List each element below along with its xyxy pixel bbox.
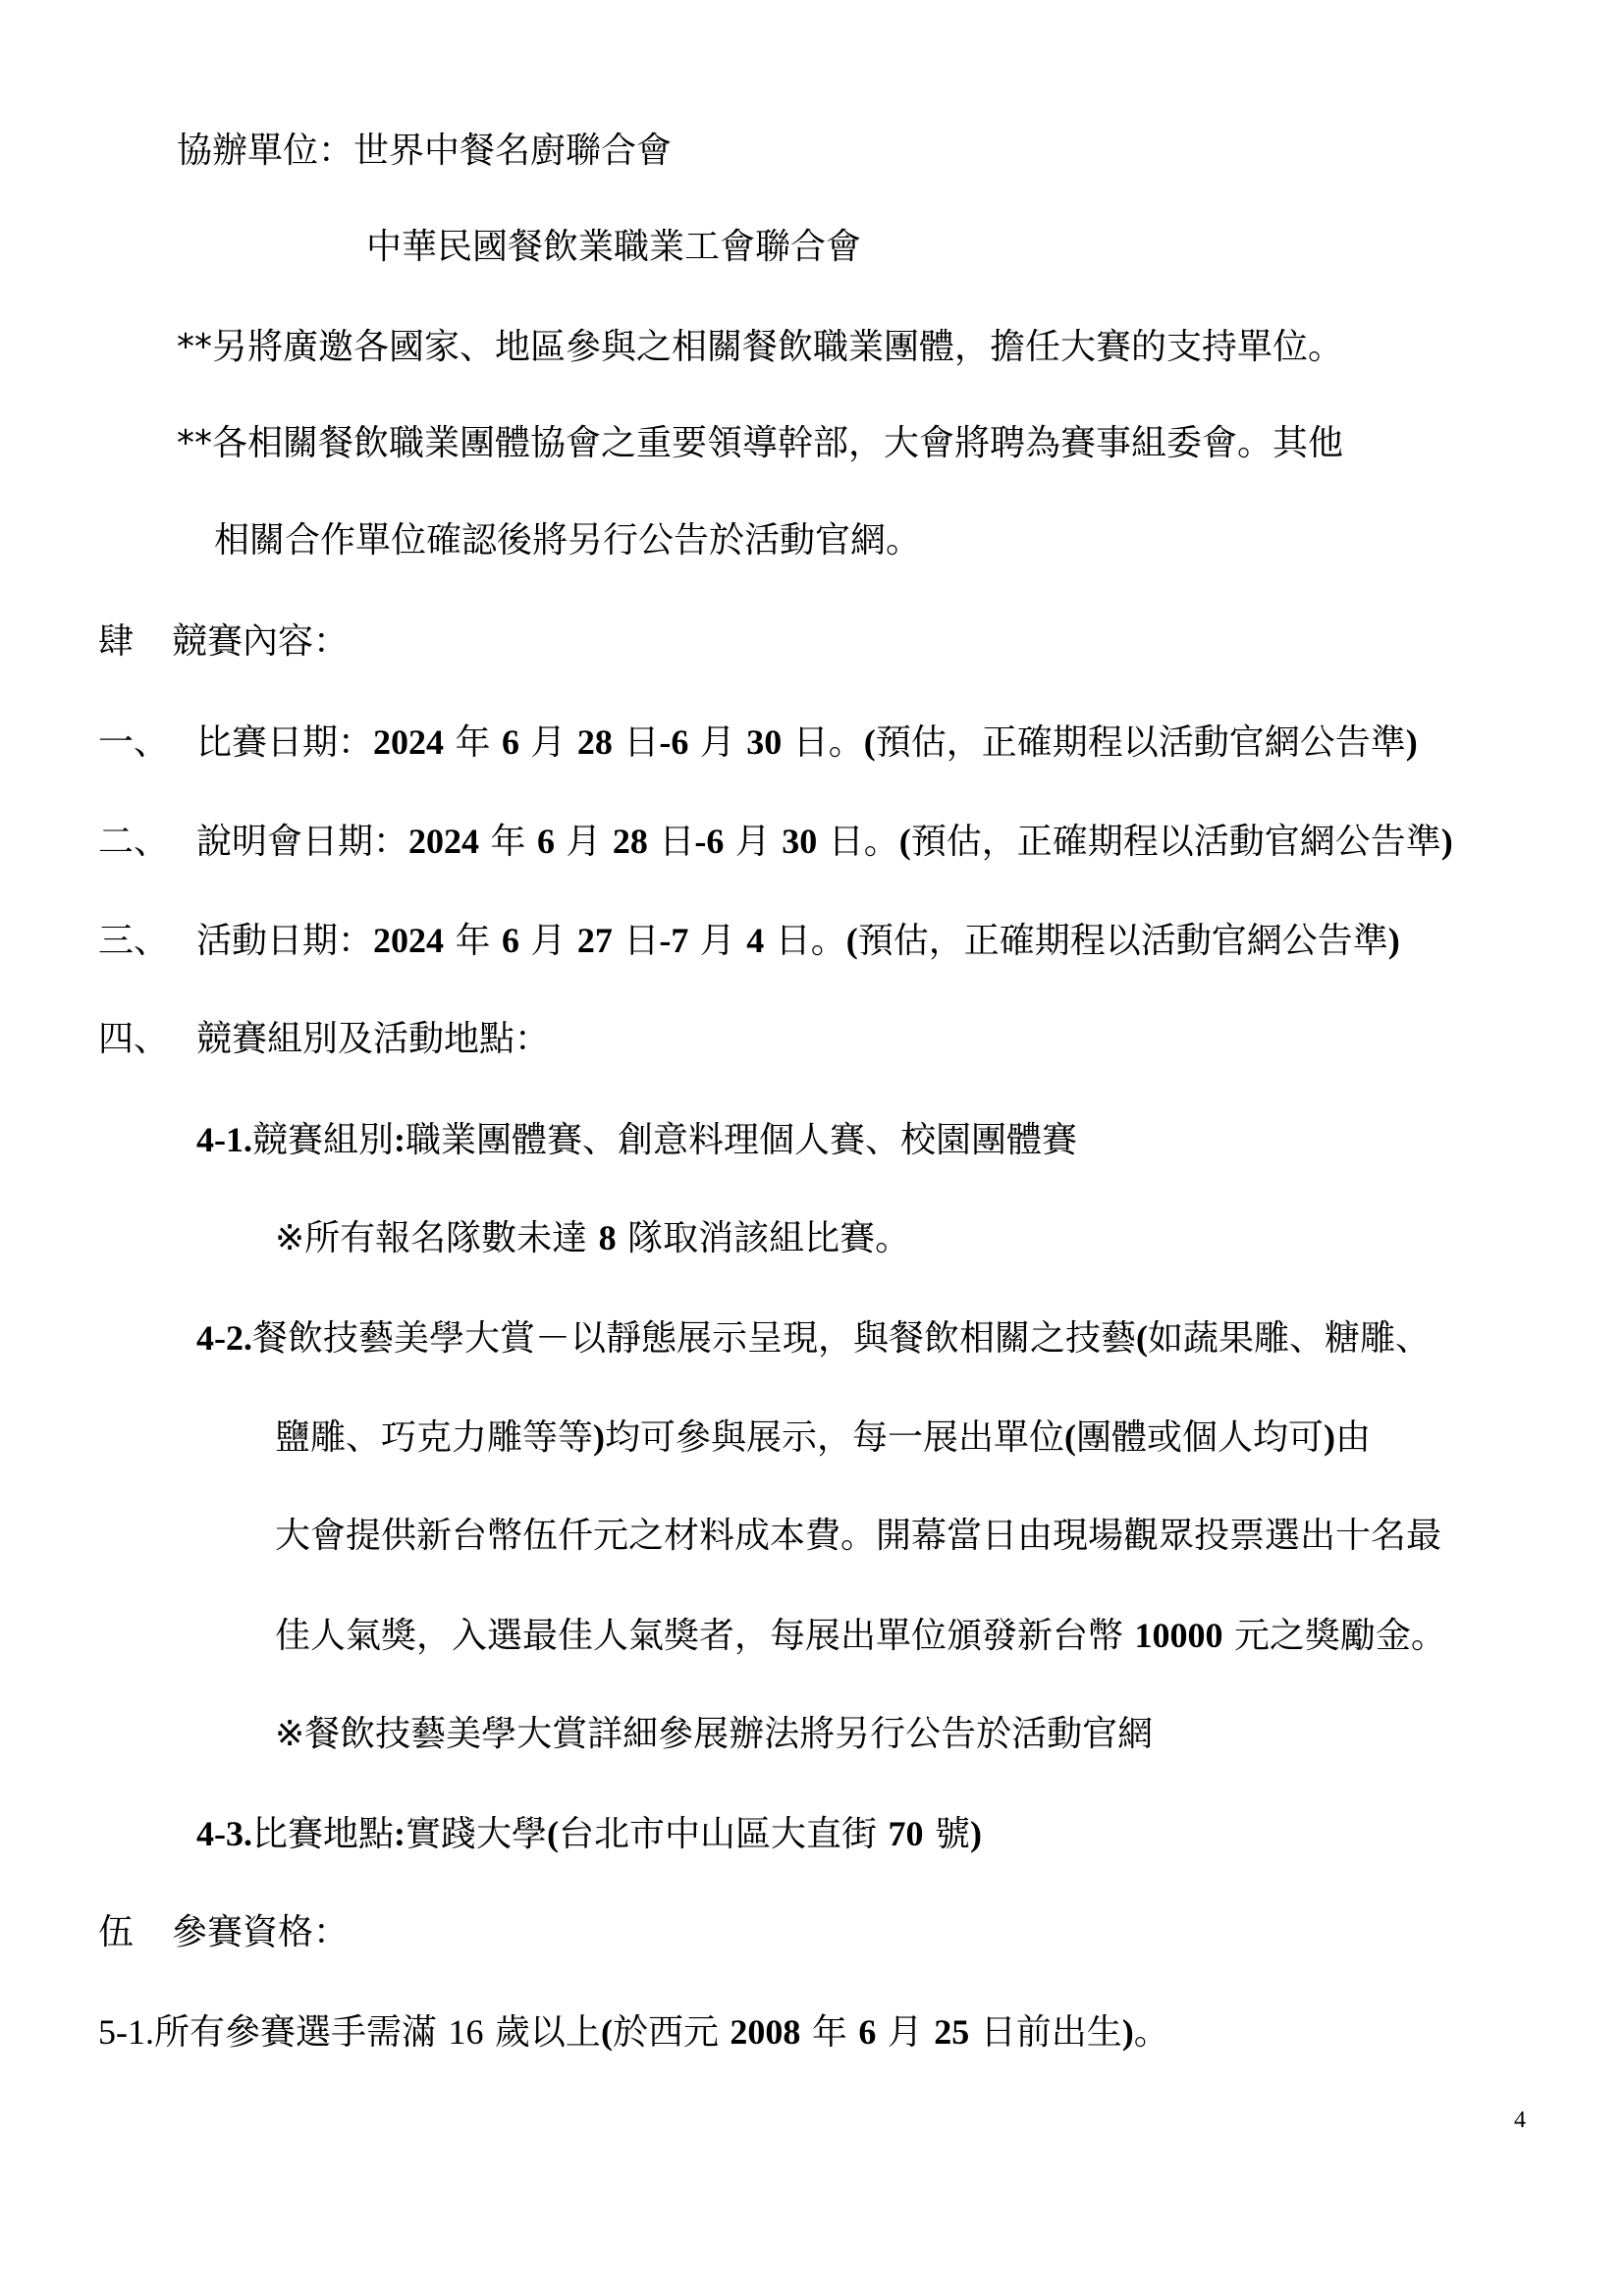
item-1-day: 28 [576,722,613,762]
item-1-label: 比賽日期： [196,722,374,763]
item-5-1-text: 日前出生 [980,2012,1122,2053]
subitem-4-2-line-4 [275,1612,1446,1660]
item-5-1-text: 年 [811,2012,847,2053]
subitem-4-1-label: 競賽組別 [252,1120,395,1160]
item-2-text: 日。 [828,822,899,862]
item-2-day-end: 30 [782,822,818,861]
subitem-4-2-line-3 [275,1513,1441,1560]
item-2-month: 6 [536,822,555,861]
item-4-number: 四、 [98,1019,170,1059]
item-1-text: 月 [530,722,567,763]
item-1-text: 日 [623,722,660,763]
paren: ) [969,1814,982,1853]
venue-name: 實踐大學 [406,1814,548,1854]
subitem-4-2-text: 鹽雕、巧克力雕等等 [275,1417,594,1458]
paren: ( [898,822,911,861]
colon: : [394,1814,406,1853]
paren: ( [600,2012,613,2052]
subitem-4-1-line [196,1116,1077,1164]
item-4-label: 競賽組別及活動地點： [196,1019,551,1059]
item-1-note: 預估，正確期程以活動官網公告準 [875,722,1406,763]
paren: ( [1064,1417,1077,1457]
note-text: ※餐飲技藝美學大賞詳細參展辦法將另行公告於活動官網 [275,1714,1154,1754]
paren: ( [547,1814,560,1853]
item-2-text: 月 [566,822,602,862]
item-5-1-text: 於西元 [612,2012,719,2053]
age-value: 16 [448,2012,484,2052]
section-5-title: 參賽資格： [172,1912,350,1952]
subitem-4-1-text: 職業團體賽、創意料理個人賽、校園團體賽 [406,1120,1078,1160]
item-1-day-end: 30 [746,722,783,762]
item-1-text: 月 [699,722,735,763]
subitem-4-3-label: 比賽地點 [252,1814,395,1854]
paren: ) [1121,2012,1134,2052]
note-text: ※所有報名隊數未達 [275,1218,588,1258]
item-1-text: 日。 [792,722,864,763]
paren: ) [1405,722,1418,762]
item-2-year: 2024 [408,822,480,861]
item-2-number: 二、 [98,822,170,862]
note-text-2: **各相關餐飲職業團體協會之重要領導幹部，大會將聘為賽事組委會。其他 [177,423,1344,463]
item-1-month: 6 [501,722,519,762]
item-2-label: 說明會日期： [196,822,409,862]
item-2-month-end: -6 [694,822,725,861]
item-5-1-text: 歲以上 [494,2012,601,2053]
subitem-4-2-text: 均可參與展示，每一展出單位 [605,1417,1065,1458]
item-3-year: 2024 [373,921,445,960]
paren: ) [593,1417,606,1457]
subitem-4-1-number: 4-1. [196,1120,252,1159]
note-text-1: **另將廣邀各國家、地區參與之相關餐飲職業團體，擔任大賽的支持單位。 [177,327,1344,367]
note-text: 隊取消該組比賽。 [627,1218,911,1258]
subitem-4-2-line-2 [275,1414,1371,1462]
colon: : [394,1120,406,1159]
birth-day: 25 [934,2012,970,2052]
item-2-note: 預估，正確期程以活動官網公告準 [910,822,1441,862]
organizer-name-2: 中華民國餐飲業職業工會聯合會 [366,227,862,267]
subitem-4-2-text: 團體或個人均可 [1076,1417,1325,1458]
birth-year: 2008 [730,2012,801,2052]
item-3-line [98,917,1400,965]
item-3-text: 日 [623,921,660,961]
item-5-1-text: 月 [887,2012,923,2053]
subitem-4-2-text: 大會提供新台幣伍仟元之材料成本費。開幕當日由現場觀眾投票選出十名最 [275,1516,1442,1556]
item-1-line [98,719,1418,767]
organizer-name-1: 世界中餐名廚聯合會 [353,131,673,171]
item-3-label: 活動日期： [196,921,374,961]
item-1-text: 年 [455,722,491,763]
subitem-4-2-number: 4-2. [196,1318,252,1358]
note-line-2 [177,420,1343,467]
subitem-4-2-line-1 [196,1314,1431,1362]
item-2-line [98,818,1453,866]
section-4-number: 肆 [98,621,135,662]
item-3-text: 年 [455,921,491,961]
section-4-title: 競賽內容： [172,621,350,662]
subitem-4-2-text: 由 [1335,1417,1372,1458]
item-5-1-line [98,2008,1169,2056]
note-line-3 [214,517,921,564]
organizer-line-1 [177,128,672,175]
subitem-4-2-text: 如蔬果雕、糖雕、 [1148,1318,1432,1359]
subitem-4-2-text: 餐飲技藝美學大賞－以靜態展示呈現，與餐飲相關之技藝 [252,1318,1137,1359]
section-5-number: 伍 [98,1912,135,1952]
subitem-4-2-note [275,1711,1153,1758]
paren: ( [863,722,876,762]
item-3-number: 三、 [98,921,170,961]
subitem-4-1-note [275,1214,910,1262]
item-3-text: 日。 [775,921,846,961]
subitem-4-2-text: 佳人氣獎，入選最佳人氣獎者，每展出單位頒發新台幣 [275,1616,1124,1656]
note-line-1 [177,324,1343,371]
item-1-month-end: -6 [659,722,689,762]
paren: ) [1387,921,1400,960]
item-2-text: 日 [659,822,695,862]
page-number: 4 [1514,2108,1526,2133]
venue-address: 號 [934,1814,970,1854]
subitem-4-2-text: 元之獎勵金。 [1233,1616,1446,1656]
venue-address-number: 70 [888,1814,924,1853]
item-5-1-number: 5-1. [98,2012,154,2052]
birth-month: 6 [858,2012,877,2052]
item-2-text: 月 [734,822,771,862]
item-3-text: 月 [530,921,567,961]
item-2-text: 年 [490,822,526,862]
paren: ( [845,921,858,960]
item-2-day: 28 [612,822,648,861]
item-3-note: 預估，正確期程以活動官網公告準 [857,921,1388,961]
item-3-day-end: 4 [746,921,765,960]
item-3-day: 27 [576,921,613,960]
subitem-4-3-number: 4-3. [196,1814,252,1853]
paren: ( [1136,1318,1149,1358]
section-4-heading [98,618,349,666]
organizer-line-2 [366,224,861,271]
note-number: 8 [598,1218,617,1257]
item-1-number: 一、 [98,722,170,763]
section-5-heading [98,1909,349,1956]
paren: ) [1440,822,1453,861]
item-5-1-text: 。 [1133,2012,1169,2053]
item-4-line [98,1016,550,1063]
organizer-label: 協辦單位： [177,131,354,171]
item-3-text: 月 [699,921,735,961]
venue-address: 台北市中山區大直街 [559,1814,878,1854]
item-3-month: 6 [501,921,519,960]
note-text-3: 相關合作單位確認後將另行公告於活動官網。 [214,520,922,561]
item-3-month-end: -7 [659,921,689,960]
prize-amount: 10000 [1134,1616,1223,1655]
subitem-4-3-line [196,1810,982,1858]
item-5-1-text: 所有參賽選手需滿 [154,2012,438,2053]
item-1-year: 2024 [373,722,445,762]
paren: ) [1324,1417,1336,1457]
